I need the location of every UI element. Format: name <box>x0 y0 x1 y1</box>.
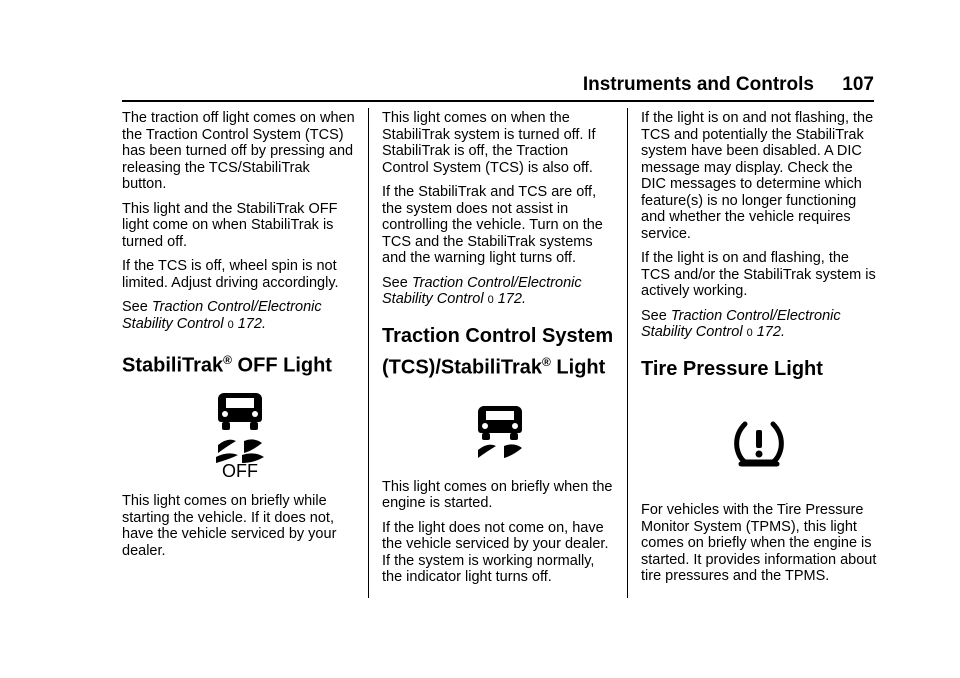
column-1 <box>122 110 358 567</box>
page-header <box>122 70 874 102</box>
page-arrow: 0 <box>487 294 494 306</box>
paragraph: For vehicles with the Tire Pressure Monitor System (TPMS), this light comes on briefly when the engine is started. It provides information about tire pressures and the TPMS. <box>641 502 877 584</box>
paragraph: The traction off light comes on when the Traction Control System (TCS) has been turned off by pressing and releasing the TCS/StabiliTrak button. <box>122 110 355 192</box>
section-heading: Tire Pressure Light <box>641 357 823 380</box>
reference-link[interactable]: Traction Control/Electronic Stability Control <box>382 274 582 307</box>
column-2 <box>382 110 618 594</box>
cross-reference: See Traction Control/Electronic Stability Control 0 172. <box>382 274 582 307</box>
paragraph: If the light does not come on, have the vehicle serviced by your dealer. If the system is working normally, the indicator light turns off. <box>382 519 609 586</box>
see-label: See <box>641 307 667 324</box>
column-divider <box>627 108 628 598</box>
paragraph: This light comes on when the StabiliTrak system is turned off. If StabiliTrak is off, the Traction Control System (TCS) is also off. <box>382 110 596 176</box>
column-3 <box>641 110 877 593</box>
cross-reference: See Traction Control/Electronic Stability Control 0 172. <box>122 299 322 332</box>
section-heading: StabiliTrak® OFF Light <box>122 353 332 377</box>
section-title: Instruments and Controls <box>582 74 814 95</box>
paragraph: If the StabiliTrak and TCS are off, the system does not assist in controlling the vehicle. Turn on the TCS and the StabiliTrak systems and the warning light turns off. <box>382 184 603 266</box>
page-arrow: 0 <box>227 318 234 331</box>
tire-pressure-icon <box>731 418 787 470</box>
paragraph: This light comes on briefly when the engine is started. <box>382 478 613 512</box>
paragraph: If the TCS is off, wheel spin is not limited. Adjust driving accordingly. <box>122 258 339 291</box>
paragraph: If the light is on and flashing, the TCS and/or the StabiliTrak system is actively working. <box>641 250 876 299</box>
reference-link[interactable]: Traction Control/Electronic Stability Control <box>122 299 322 332</box>
stabilitrak-off-icon <box>210 387 270 479</box>
page-number: 107 <box>842 74 874 95</box>
paragraph: This light and the StabiliTrak OFF light come on when StabiliTrak is turned off. <box>122 200 338 250</box>
traction-control-icon <box>470 402 530 460</box>
icon-off-label: OFF <box>222 460 258 479</box>
paragraph: This light comes on briefly while starting the vehicle. If it does not, have the vehicle serviced by your dealer. <box>122 493 337 559</box>
paragraph: If the light is on and not flashing, the TCS and potentially the StabiliTrak system have been disabled. A DIC message may display. Check the DIC messages to determine which feature(s) is no longer functioning and whether the vehicle requires service. <box>641 110 874 242</box>
section-heading: Traction Control System (TCS)/StabiliTrak® Light <box>382 324 614 379</box>
reference-page[interactable]: 172 <box>756 324 781 340</box>
page-arrow: 0 <box>746 327 753 339</box>
reference-page[interactable]: 172 <box>237 315 262 332</box>
reference-page[interactable]: 172 <box>497 291 522 307</box>
see-label: See <box>122 299 148 315</box>
column-divider <box>368 108 369 598</box>
cross-reference: See Traction Control/Electronic Stability Control 0 172. <box>641 307 841 340</box>
reference-link[interactable]: Traction Control/Electronic Stability Control <box>641 307 841 340</box>
see-label: See <box>382 274 408 291</box>
